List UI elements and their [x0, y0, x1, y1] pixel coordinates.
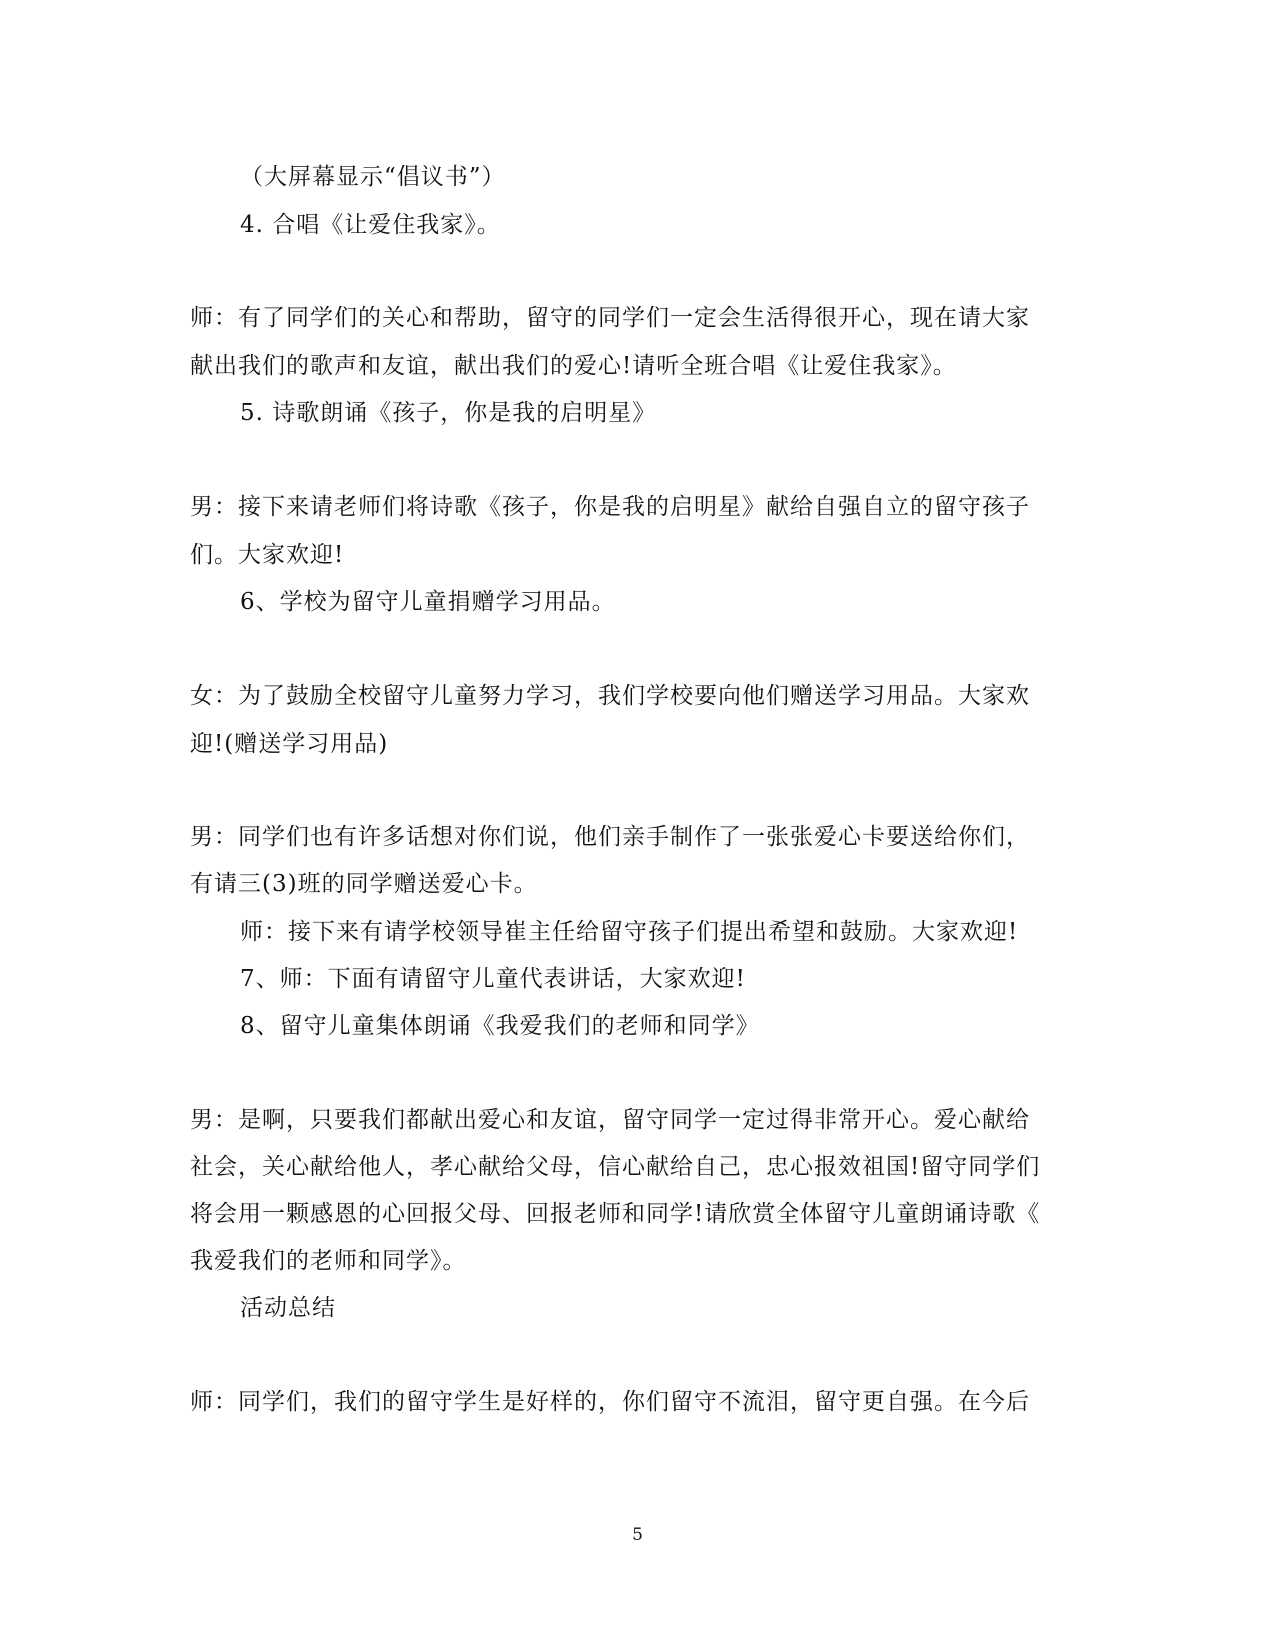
text-line: 我爱我们的老师和同学》。: [190, 1248, 467, 1274]
text-line: 7、师：下面有请留守儿童代表讲话，大家欢迎!: [240, 966, 746, 992]
text-line: 女：为了鼓励全校留守儿童努力学习，我们学校要向他们赠送学习用品。大家欢: [190, 683, 1030, 709]
text-line: 5. 诗歌朗诵《孩子，你是我的启明星》: [240, 400, 657, 426]
text-line: 男：同学们也有许多话想对你们说，他们亲手制作了一张张爱心卡要送给你们，: [190, 824, 1030, 850]
text-line: （大屏幕显示“倡议书”）: [240, 164, 506, 190]
text-line: 男：是啊，只要我们都献出爱心和友谊，留守同学一定过得非常开心。爱心献给: [190, 1107, 1030, 1133]
text-line: 男：接下来请老师们将诗歌《孩子，你是我的启明星》献给自强自立的留守孩子: [190, 494, 1030, 520]
text-line: 师：接下来有请学校领导崔主任给留守孩子们提出希望和鼓励。大家欢迎!: [240, 919, 1019, 945]
text-line: 们。大家欢迎!: [190, 542, 345, 568]
text-line: 师：同学们，我们的留守学生是好样的，你们留守不流泪，留守更自强。在今后: [190, 1389, 1030, 1415]
text-line: 4. 合唱《让爱住我家》。: [240, 212, 501, 238]
text-line: 8、留守儿童集体朗诵《我爱我们的老师和同学》: [240, 1013, 760, 1039]
text-line: 将会用一颗感恩的心回报父母、回报老师和同学!请欣赏全体留守儿童朗诵诗歌《: [190, 1201, 1041, 1227]
text-line: 迎!(赠送学习用品): [190, 731, 389, 757]
text-line: 社会，关心献给他人，孝心献给父母，信心献给自己，忠心报效祖国!留守同学们: [190, 1154, 1041, 1180]
text-line: 师：有了同学们的关心和帮助，留守的同学们一定会生活得很开心，现在请大家: [190, 305, 1030, 331]
text-line: 有请三(3)班的同学赠送爱心卡。: [190, 871, 538, 897]
page-number: 5: [632, 1525, 643, 1545]
section-heading: 活动总结: [240, 1295, 336, 1321]
text-line: 献出我们的歌声和友谊，献出我们的爱心!请听全班合唱《让爱住我家》。: [190, 353, 957, 379]
text-line: 6、学校为留守儿童捐赠学习用品。: [240, 589, 616, 615]
